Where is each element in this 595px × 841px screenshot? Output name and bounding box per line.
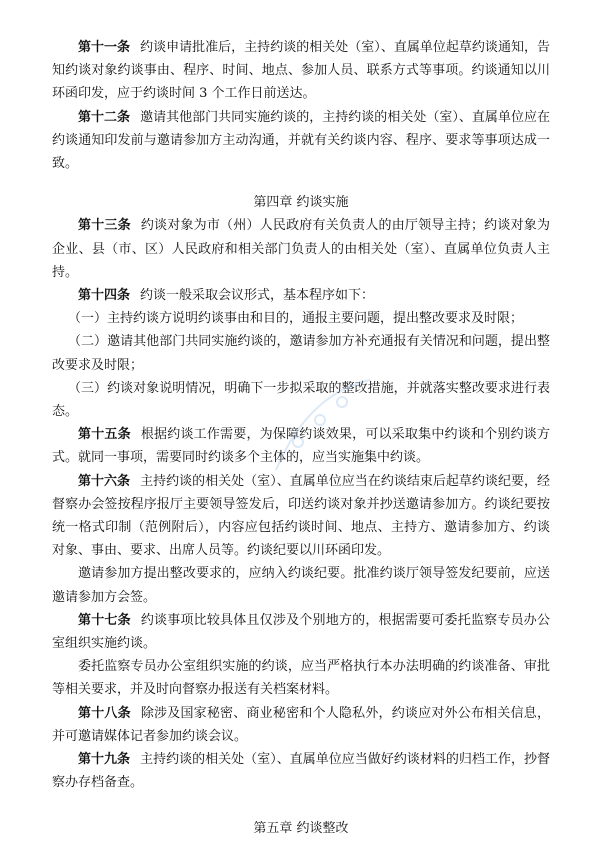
article-14-text: 约谈一般采取会议形式，基本程序如下： bbox=[140, 288, 375, 304]
chapter-5-heading: 第五章 约谈整改 bbox=[253, 820, 349, 836]
article-16-paragraph-2: 邀请参加方提出整改要求的，应纳入约谈纪要。批准约谈厅领导签发纪要前，应送邀请参加方会签。 bbox=[52, 566, 550, 605]
article-14-label: 第十四条 bbox=[78, 288, 131, 304]
article-16-text: 主持约谈的相关处（室）、直属单位应当在约谈结束后起草约谈纪要，经督察办会签按程序报厅主要领导签发后，印送约谈对象并抄送邀请参加方。约谈纪要按统一格式印制（范例附后），内容应包括约谈时间、地点、主持方、邀请参加方、约谈对象、事由、要求、出席人员等。约谈纪要以川环函印发。 bbox=[52, 473, 550, 559]
article-13-text: 约谈对象为市（州）人民政府有关负责人的由厅领导主持；约谈对象为企业、县（市、区）人民政府和相关部门负责人的由相关处（室）、直属单位负责人主持。 bbox=[52, 218, 550, 280]
article-12-text: 邀请其他部门共同实施约谈的，主持约谈的相关处（室）、直属单位应在约谈通知印发前与邀请参加方主动沟通，并就有关约谈内容、程序、要求等事项达成一致。 bbox=[52, 109, 550, 172]
article-14 bbox=[52, 284, 550, 307]
article-15-label: 第十五条 bbox=[78, 427, 131, 443]
document-page bbox=[52, 36, 550, 840]
article-14-item-1: （一）主持约谈方说明约谈事由和目的，通报主要问题，提出整改要求及时限； bbox=[68, 311, 524, 327]
article-19-text: 主持约谈的相关处（室）、直属单位应当做好约谈材料的归档工作，抄督察办存档备查。 bbox=[52, 752, 550, 791]
article-18 bbox=[52, 702, 550, 748]
article-12 bbox=[52, 106, 550, 176]
article-11 bbox=[52, 36, 550, 106]
spacer bbox=[52, 795, 550, 817]
article-12-label: 第十二条 bbox=[78, 109, 131, 125]
article-16-label: 第十六条 bbox=[78, 473, 131, 489]
article-14-item-2: （二）邀请其他部门共同实施约谈的，邀请参加方补充通报有关情况和问题，提出整改要求及时限； bbox=[52, 334, 550, 373]
spacer bbox=[52, 175, 550, 191]
article-17-text: 约谈事项比较具体且仅涉及个别地方的，根据需要可委托监察专员办公室组织实施约谈。 bbox=[52, 612, 550, 652]
article-11-label: 第十一条 bbox=[78, 40, 131, 55]
article-17-paragraph-2: 委托监察专员办公室组织实施的约谈，应当严格执行本办法明确的约谈准备、审批等相关要求，并及时向督察办报送有关档案材料。 bbox=[52, 659, 550, 698]
article-17-label: 第十七条 bbox=[78, 612, 131, 628]
article-11-text: 约谈申请批准后，主持约谈的相关处（室）、直属单位起草约谈通知，告知约谈对象约谈事由、程序、时间、地点、参加人员、联系方式等事项。约谈通知以川环函印发，应于约谈时间 3 个工作日前送达。 bbox=[52, 40, 550, 102]
article-17 bbox=[52, 609, 550, 655]
article-18-label: 第十八条 bbox=[78, 705, 131, 721]
article-19-label: 第十九条 bbox=[78, 752, 131, 768]
article-13-label: 第十三条 bbox=[78, 218, 131, 234]
article-14-item-3: （三）约谈对象说明情况，明确下一步拟采取的整改措施，并就落实整改要求进行表态。 bbox=[52, 380, 550, 420]
article-19 bbox=[52, 748, 550, 794]
chapter-4-heading: 第四章 约谈实施 bbox=[253, 195, 349, 211]
article-13 bbox=[52, 214, 550, 284]
article-18-text: 除涉及国家秘密、商业秘密和个人隐私外，约谈应对外公布相关信息，并可邀请媒体记者参加约谈会议。 bbox=[52, 705, 550, 744]
article-15-text: 根据约谈工作需要，为保障约谈效果，可以采取集中约谈和个别约谈方式。就同一事项，需要同时约谈多个主体的，应当实施集中约谈。 bbox=[52, 427, 550, 466]
article-15 bbox=[52, 423, 550, 469]
article-16 bbox=[52, 470, 550, 563]
